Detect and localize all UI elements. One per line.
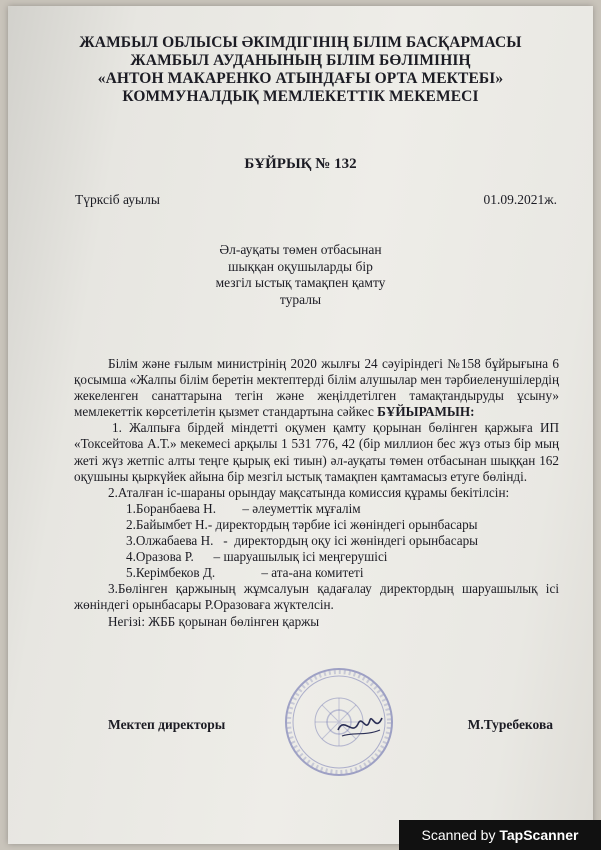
header-line-4: КОММУНАЛДЫҚ МЕМЛЕКЕТТІК МЕКЕМЕСІ xyxy=(122,88,479,105)
watermark-brand: TapScanner xyxy=(499,827,579,843)
order-place: Түрксіб ауылы xyxy=(75,192,160,207)
commission-member: 2.Байымбет Н.- директордың тәрбие ісі жөніндегі орынбасары xyxy=(126,516,478,532)
order-date: 01.09.2021ж. xyxy=(483,192,557,207)
document-header xyxy=(8,34,593,106)
commission-member: 4.Оразова Р. – шаруашылық ісі меңгерушісі xyxy=(126,549,388,565)
item-3: 3.Бөлінген қаржының жұмсалуын қадағалау директордың шаруашылық ісі жөніндегі орынбасары Р.Оразоваға жүктелсін. xyxy=(74,581,559,613)
header-line-1: ЖАМБЫЛ ОБЛЫСЫ ӘКІМДІГІНІҢ БІЛІМ БАСҚАРМАСЫ xyxy=(79,34,522,51)
scanner-watermark xyxy=(399,820,601,850)
header-line-2: ЖАМБЫЛ АУДАНЫНЫҢ БІЛІМ БӨЛІМІНІҢ xyxy=(130,52,471,69)
commission-member: 5.Керімбеков Д. – ата-ана комитеті xyxy=(126,565,364,581)
subject-line-4: туралы xyxy=(279,291,322,307)
item-2: 2.Аталған іс-шараны орындау мақсатында комиссия құрамы бекітілсін: xyxy=(108,484,510,500)
commission-member: 3.Олжабаева Н. - директордың оқу ісі жөніндегі орынбасары xyxy=(126,533,479,549)
order-word: БҰЙЫРАМЫН: xyxy=(377,404,475,420)
signature-name: М.Туребекова xyxy=(467,717,553,732)
watermark-prefix: Scanned by xyxy=(421,827,500,843)
commission-list xyxy=(126,501,559,581)
order-subject xyxy=(8,242,593,308)
intro-paragraph xyxy=(74,356,559,420)
item-1: 1. Жалпыға бірдей міндетті оқумен қамту қорынан бөлінген қаржыға ИП «Токсейтова А.Т.» мекемесі арқылы 1 531 776, 42 (бір миллион бес жүз отыз бір мың жеті жүз жетпіс алты теңге қырық екі тиын) әл-ауқаты төмен отбасынан шыққан 162 оқушыны қыркүйек айына бір мезгіл ыстық тамақпен қамтамасыз етуге бөлінді. xyxy=(74,420,559,484)
director-signature xyxy=(336,706,386,742)
document-page xyxy=(8,6,593,844)
subject-line-1: Әл-ауқаты төмен отбасынан xyxy=(219,242,382,257)
intro-text: Білім және ғылым министрінің 2020 жылғы 24 сәуіріндегі №158 бұйрығына 6 қосымша «Жалпы білім беретін мектептерді білім алушылар мен тәрбиеленушілердің жекеленген санаттарына тегін және жеңілдетілген тамақтандыруды ұсыну» мемлекеттік көрсетілетін қызмет стандартына сәйкес xyxy=(74,356,559,420)
subject-line-2: шыққан оқушыларды бір xyxy=(228,258,373,274)
subject-line-3: мезгіл ыстық тамақпен қамту xyxy=(215,275,386,290)
header-line-3: «АНТОН МАКАРЕНКО АТЫНДАҒЫ ОРТА МЕКТЕБІ» xyxy=(97,70,504,87)
commission-member: 1.Боранбаева Н. – әлеуметтік мұғалім xyxy=(126,500,361,516)
signature-position: Мектеп директоры xyxy=(108,717,226,732)
order-body xyxy=(74,356,559,630)
order-title: БҰЙРЫҚ № 132 xyxy=(244,156,357,172)
basis-line: Негізі: ЖББ қорынан бөлінген қаржы xyxy=(108,613,320,629)
